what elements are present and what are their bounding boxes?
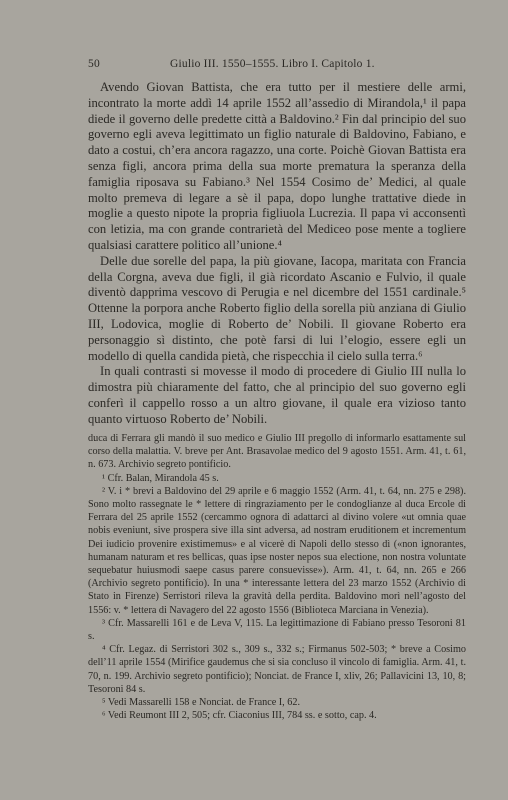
footnotes: [88, 432, 466, 722]
footnote: ² V. i * brevi a Baldovino del 29 aprile e 6 maggio 1552 (Arm. 41, t. 64, nn. 275 e 298). Sono molto rassegnate le * lettere di ringraziamento per le condoglianze al duca Ercole di Ferrara del 25 aprile 1552 (cercammo ognora di adattarci al divino volere «ut omnia quae nobis eveniunt, sive prospera sive illa sint adversa, ad nostram eruditionem et incrementum Dei iudicio provenire existimemus» e al vicerè di Napoli dello stesso dì («non ignorantes, humanam naturam et res bellicas, quas ipse noster nepos sua electione, non nostra voluntate sequebatur huiusmodi saepe casus parere consuevisse»). Arm. 41, t. 64, nn. 265 e 266 (Archivio segreto pontificio). In una * interessante lettera del 23 marzo 1552 (Archivio di Stato in Firenze) Serristori rileva la gravità della perdita. Baldovino morì nell’agosto del 1556: v. * lettera di Navagero del 22 agosto 1556 (Biblioteca Marciana in Venezia).: [88, 485, 466, 616]
footnote: ⁶ Vedi Reumont III 2, 505; cfr. Ciaconius III, 784 ss. e sotto, cap. 4.: [102, 710, 377, 722]
main-text: [88, 80, 466, 428]
footnote-continuation: duca di Ferrara gli mandò il suo medico e Giulio III pregollo di informarlo esattamente sul corso della malattia. V. breve per Ant. Brasavolae medico del 9 agosto 1551. Arm. 41, t. 61, n. 673. Archivio segreto pontificio.: [88, 433, 466, 471]
footnote: ¹ Cfr. Balan, Mirandola 45 s.: [102, 472, 219, 484]
running-title: Giulio III. 1550–1555. Libro I. Capitolo 1.: [170, 58, 375, 70]
footnote: ⁴ Cfr. Legaz. di Serristori 302 s., 309 s., 332 s.; Firmanus 502-503; * breve a Cosimo dell’11 aprile 1554 (Mirifice gaudemus che si sia concluso il vincolo di famiglia. Arm. 41, t. 70, n. 199. Archivio segreto pontificio); Nonciat. de France I, xliv, 26; Pallavicini 13, 10, 8; Tesoroni 84 s.: [88, 644, 466, 695]
body-paragraph: Avendo Giovan Battista, che era tutto per il mestiere delle armi, incontrato la morte addì 14 aprile 1552 all’assedio di Mirandola,¹ il papa diede il governo delle predette città a Baldovino.² Fin dal principio del suo governo egli aveva legittimato un figlio naturale di Baldovino, Fabiano, e dato a costui, ch’era ancora ragazzo, una corte. Poichè Giovan Battista era senza figli, ancora prima della sua morte prematura la speranza della famiglia riposava su Fabiano.³ Nel 1554 Cosimo de’ Medici, al quale molto premeva di legare a sè il papa, dopo lunghe trattative diede in moglie a questo nipote la propria figliuola Lucrezia. Il papa vi acconsentì con letizia, ma con grande contrarietà del Mediceo pose mente a togliere qualsiasi carattere politico all’unione.⁴: [88, 80, 466, 252]
footnote: ³ Cfr. Massarelli 161 e de Leva V, 115. La legittimazione di Fabiano presso Tesoroni 81 s.: [88, 617, 466, 643]
body-paragraph: Delle due sorelle del papa, la più giovane, Iacopa, maritata con Francia della Corgna, aveva due figli, il già ricordato Ascanio e Fulvio, il quale diventò dapprima vescovo di Perugia e nel dicembre del 1551 cardinale.⁵ Ottenne la porpora anche Roberto figlio della sorella più anziana di Giulio III, Lodovica, moglie di Roberto de’ Nobili. Il giovane Roberto era personaggio sì distinto, che potè farsi di lui l’elogio, essere egli un modello di quella candida pietà, che rispecchia il cielo sulla terra.⁶: [88, 253, 466, 363]
body-paragraph: In quali contrasti si movesse il modo di procedere di Giulio III nulla lo dimostra più chiaramente del fatto, che al principio del suo governo egli conferì il cappello rosso a un altro giovane, il quale era vizioso tanto quanto virtuoso Roberto de’ Nobili.: [88, 364, 466, 426]
page-number: 50: [88, 58, 100, 70]
footnote: ⁵ Vedi Massarelli 158 e Nonciat. de France I, 62.: [102, 697, 301, 709]
